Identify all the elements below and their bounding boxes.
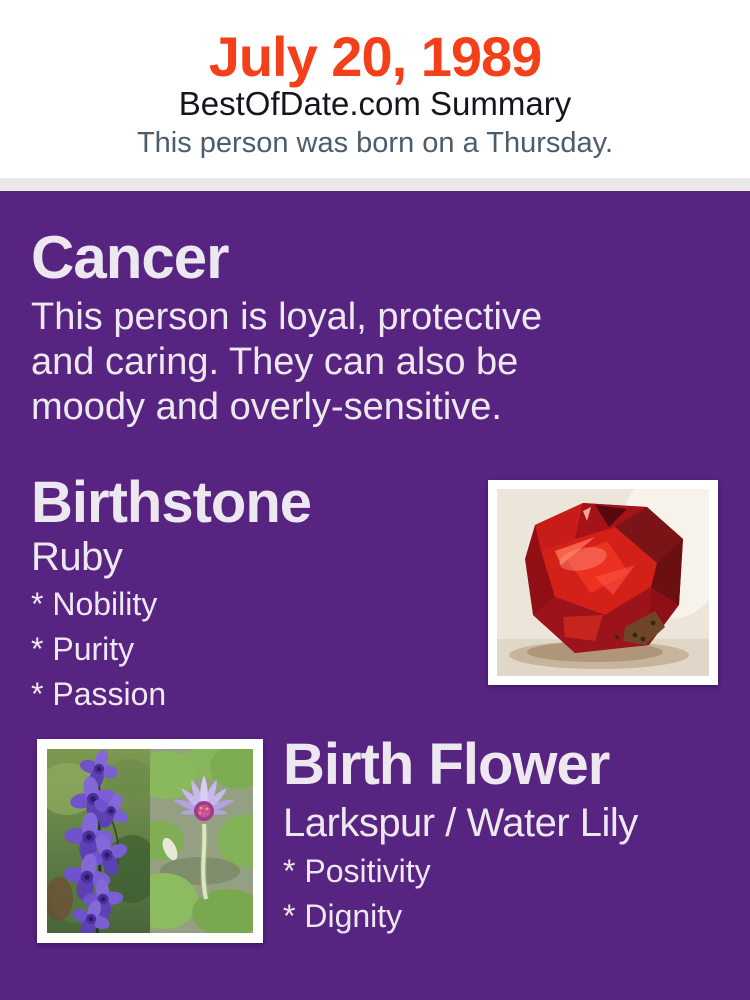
gray-divider (0, 178, 750, 191)
birthstone-trait: * Nobility (31, 586, 158, 622)
water-lily-image (150, 749, 253, 933)
header (0, 0, 750, 178)
site-summary-line: BestOfDate.com Summary (178, 85, 572, 122)
birth-flower-title: Birth Flower (283, 732, 610, 797)
birthstone-trait: * Purity (31, 631, 135, 667)
date-title: July 20, 1989 (208, 25, 542, 88)
birth-flower-trait: * Positivity (283, 853, 431, 889)
birthstone-name: Ruby (31, 535, 123, 579)
ruby-gem-image (497, 489, 709, 676)
birthstone-title: Birthstone (31, 470, 311, 535)
birthstone-trait-list (31, 582, 166, 717)
birth-flower-trait-list (283, 849, 431, 939)
zodiac-sign-title: Cancer (31, 224, 229, 291)
birthstone-trait: * Passion (31, 676, 167, 712)
zodiac-description: This person is loyal, protective and caring. They can also be moody and overly-sensitive. (31, 296, 543, 428)
weekday-note: This person was born on a Thursday. (136, 127, 614, 159)
ruby-photo (488, 480, 718, 685)
birth-flower-photo (37, 739, 263, 943)
larkspur-image (47, 749, 150, 933)
summary-card (0, 191, 750, 1000)
birth-flower-trait: * Dignity (283, 898, 403, 934)
birth-flower-name: Larkspur / Water Lily (283, 801, 638, 845)
